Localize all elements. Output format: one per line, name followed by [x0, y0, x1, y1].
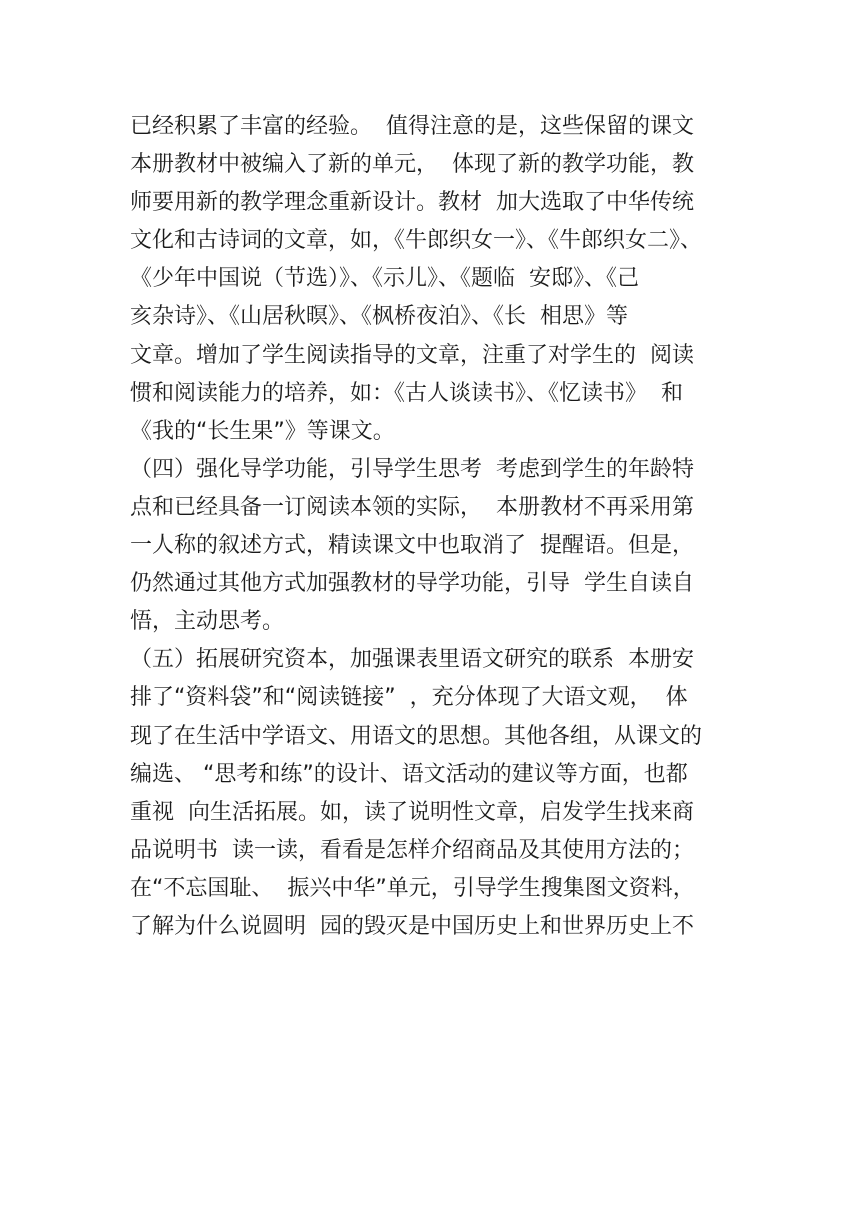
- text-line: 悟，主动思考。: [130, 609, 285, 635]
- text-line: 惯和阅读能力的培养，如：《古人谈读书》、《忆读书》 和: [130, 380, 683, 406]
- text-line: 编选、 “思考和练”的设计、语文活动的建议等方面，也都: [130, 761, 688, 787]
- text-line: 《我的“长生果”》等课文。: [130, 418, 395, 444]
- text-line: 一人称的叙述方式，精读课文中也取消了 提醒语。但是，: [130, 533, 694, 559]
- text-line: 仍然通过其他方式加强教材的导学功能，引导 学生自读自: [130, 571, 694, 597]
- text-line: 现了在生活中学语文、用语文的思想。其他各组，从课文的: [130, 723, 703, 749]
- text-line: 品说明书 读一读，看看是怎样介绍商品及其使用方法的；: [130, 837, 694, 863]
- text-line: 了解为什么说圆明 园的毁灭是中国历史上和世界历史上不: [130, 913, 694, 939]
- text-line: 文化和古诗词的文章，如，《牛郎织女一》、《牛郎织女二》、: [130, 228, 703, 254]
- text-line: 排了“资料袋”和“阅读链接” ，充分体现了大语文观， 体: [130, 685, 688, 711]
- text-line: 文章。增加了学生阅读指导的文章，注重了对学生的 阅读: [130, 342, 694, 368]
- section-heading-5: （五）拓展研究资本，加强课表里语文研究的联系 本册安: [130, 647, 694, 673]
- text-line: 点和已经具备一订阅读本领的实际， 本册教材不再采用第: [130, 494, 694, 520]
- text-line: 亥杂诗》、《山居秋暝》、《枫桥夜泊》、《长 相思》等: [130, 304, 628, 330]
- text-line: 重视 向生活拓展。如，读了说明性文章，启发学生找来商: [130, 799, 694, 825]
- text-line: 本册教材中被编入了新的单元， 体现了新的教学功能，教: [130, 152, 694, 178]
- text-line: 师要用新的教学理念重新设计。教材 加大选取了中华传统: [130, 190, 694, 216]
- text-line: 《少年中国说（节选）》、《示儿》、《题临 安邸》、《己: [130, 266, 639, 292]
- text-line: 在“不忘国耻、 振兴中华”单元，引导学生搜集图文资料，: [130, 875, 695, 901]
- body-text: [130, 108, 740, 946]
- text-line: 已经积累了丰富的经验。 值得注意的是，这些保留的课文: [130, 114, 694, 139]
- section-heading-4: （四）强化导学功能，引导学生思考 考虑到学生的年龄特: [130, 456, 694, 482]
